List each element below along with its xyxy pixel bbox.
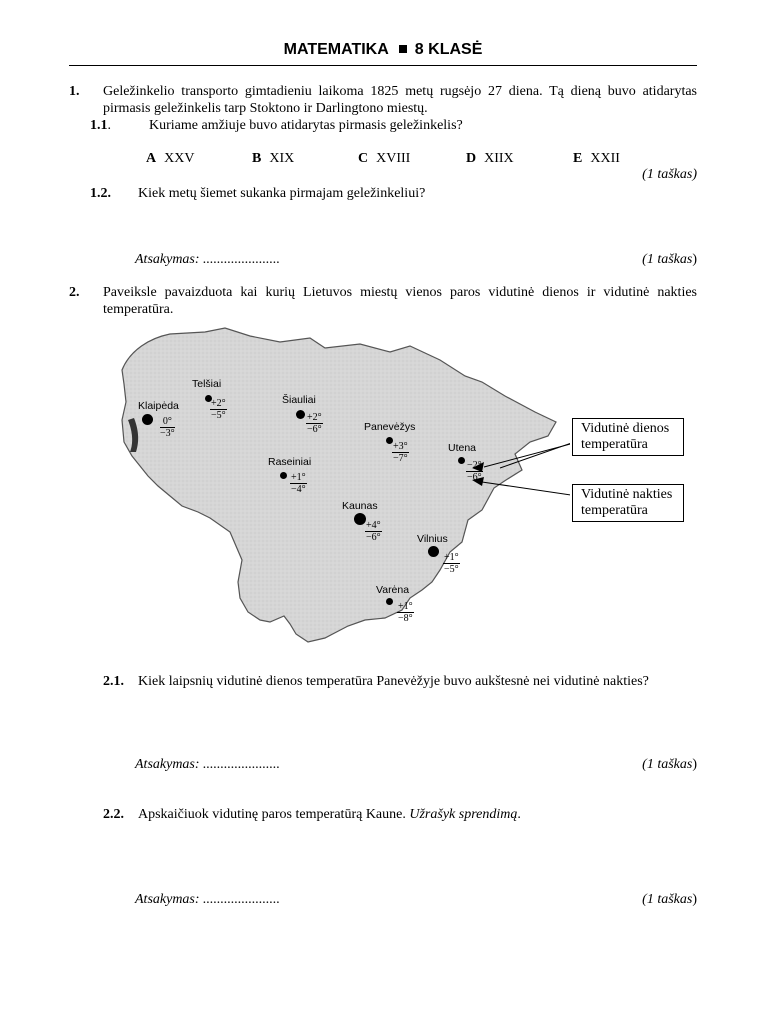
question-2-1-text: Kiek laipsnių vidutinė dienos temperatūra Panevėžyje buvo aukštesnė nei vidutinė nakties?	[138, 674, 649, 689]
city-label-kaunas: Kaunas	[342, 500, 378, 512]
city-label-klaipeda: Klaipėda	[138, 400, 179, 412]
question-2-text: Paveiksle pavaizduota kai kurių Lietuvos miestų vienos paros vidutinė dienos ir vidutinė nakties temperatūra.	[103, 285, 697, 317]
header-rule	[69, 65, 697, 66]
map-territory	[122, 328, 556, 642]
city-dot-siauliai	[296, 410, 305, 419]
temp-raseiniai: $\frac{+1^\circ}{-4^\circ}$	[291, 472, 306, 495]
callout-night-temperature: Vidutinė nakties temperatūra	[572, 484, 684, 522]
temp-panevezys: $\frac{+3^\circ}{-7^\circ}$	[393, 441, 408, 464]
points-2-2: (1 taškas)	[642, 892, 697, 907]
option-d[interactable]: D XIIX	[466, 151, 514, 166]
temp-kaunas: $\frac{+4^\circ}{-6^\circ}$	[366, 520, 381, 543]
question-1-1-text: Kuriame amžiuje buvo atidarytas pirmasis geležinkelis?	[149, 118, 463, 133]
option-c[interactable]: C XVIII	[358, 151, 411, 166]
question-2-1-number: 2.1.	[103, 674, 124, 689]
question-2-number: 2.	[69, 285, 80, 300]
option-a[interactable]: A XXV	[146, 151, 195, 166]
temp-utena: $\frac{-2^\circ}{-6^\circ}$	[467, 460, 482, 483]
question-1-1-number: 1.1.	[90, 118, 111, 133]
temp-varena: $\frac{+1^\circ}{-8^\circ}$	[398, 601, 413, 624]
grade-title: 8 KLASĖ	[414, 41, 483, 58]
question-1-number: 1.	[69, 84, 80, 99]
option-b[interactable]: B XIX	[252, 151, 295, 166]
city-label-siauliai: Šiauliai	[282, 394, 316, 406]
city-label-raseiniai: Raseiniai	[268, 456, 312, 468]
city-dot-klaipeda	[142, 414, 153, 425]
page-header	[69, 41, 697, 59]
subject-title: MATEMATIKA	[283, 41, 389, 58]
points-2-1: (1 taškas)	[642, 757, 697, 772]
answer-1-2[interactable]: Atsakymas: ......................	[135, 252, 281, 267]
question-2-2-text: Apskaičiuok vidutinę paros temperatūrą Kaune. Užrašyk sprendimą.	[138, 807, 521, 822]
lithuania-map	[110, 320, 570, 660]
option-e[interactable]: E XXII	[573, 151, 620, 166]
city-dot-varena	[386, 598, 393, 605]
question-1-2-text: Kiek metų šiemet sukanka pirmajam geležinkeliui?	[138, 186, 426, 201]
city-label-varena: Varėna	[376, 584, 410, 596]
question-2-2-number: 2.2.	[103, 807, 124, 822]
answer-2-2[interactable]: Atsakymas: ......................	[135, 892, 281, 907]
temp-klaipeda: $\frac{0^\circ}{-3^\circ}$	[160, 416, 175, 439]
temp-vilnius: $\frac{+1^\circ}{-5^\circ}$	[444, 552, 459, 575]
question-1-text: Geležinkelio transporto gimtadieniu laikoma 1825 metų rugsėjo 27 diena. Tą dieną buvo atidarytas pirmasis geležinkelis tarp Stoktono ir Darlingtono miestų.	[103, 84, 697, 116]
city-dot-utena	[458, 457, 465, 464]
map-outline-svg	[110, 320, 570, 660]
points-1-2: (1 taškas)	[642, 252, 697, 267]
callout-arrow-night	[482, 482, 570, 496]
city-label-vilnius: Vilnius	[417, 533, 448, 545]
answer-2-1[interactable]: Atsakymas: ......................	[135, 757, 281, 772]
city-dot-raseiniai	[280, 472, 287, 479]
callout-day-temperature: Vidutinė dienos temperatūra	[572, 418, 684, 456]
temp-telsiai: $\frac{+2^\circ}{-5^\circ}$	[211, 398, 226, 421]
square-bullet-icon	[399, 45, 407, 53]
points-1-1: (1 taškas)	[642, 167, 697, 182]
city-label-utena: Utena	[448, 442, 477, 454]
city-dot-vilnius	[428, 546, 439, 557]
question-1-2-number: 1.2.	[90, 186, 111, 201]
city-label-panevezys: Panevėžys	[364, 421, 416, 433]
temp-siauliai: $\frac{+2^\circ}{-6^\circ}$	[307, 412, 322, 435]
city-label-telsiai: Telšiai	[192, 378, 222, 390]
